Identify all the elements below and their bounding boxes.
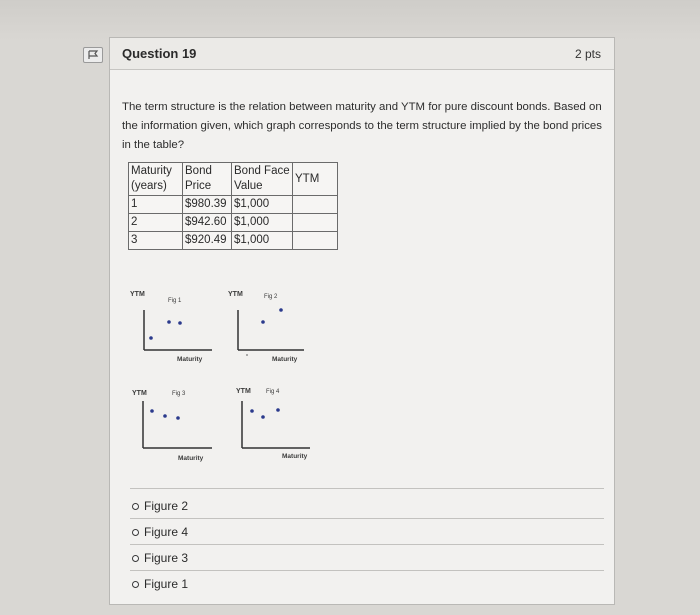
cell-ytm (293, 214, 338, 232)
flag-question-button[interactable] (83, 47, 103, 63)
fig1-point-3 (178, 321, 182, 325)
answer-option-4[interactable] (132, 577, 188, 591)
bond-table (128, 162, 338, 250)
question-points: 2 pts (574, 46, 601, 61)
figure-1-plot (130, 288, 230, 368)
radio-button[interactable] (132, 503, 139, 510)
fig3-point-3 (176, 416, 180, 420)
fig1-point-2 (167, 320, 171, 324)
answer-label: Figure 4 (144, 525, 189, 539)
fig2-xlabel: Maturity (272, 356, 298, 363)
divider (130, 544, 604, 545)
cell-price: $942.60 (183, 214, 232, 232)
question-title: Question 19 (122, 46, 197, 61)
cell-ytm (293, 196, 338, 214)
table-row (129, 214, 338, 232)
fig4-title: Fig 4 (266, 389, 280, 395)
fig3-ylabel: YTM (132, 390, 147, 397)
divider (130, 518, 604, 519)
fig1-ylabel: YTM (130, 291, 145, 298)
answer-label: Figure 3 (144, 551, 189, 565)
cell-face: $1,000 (232, 214, 293, 232)
figure-3-plot (130, 385, 230, 465)
cell-maturity: 2 (129, 214, 183, 232)
cell-face: $1,000 (232, 196, 293, 214)
fig1-xlabel: Maturity (177, 356, 203, 363)
fig1-title: Fig 1 (168, 298, 182, 304)
header-ytm: YTM (293, 163, 338, 196)
figure-2-plot (228, 288, 328, 368)
figure-3 (130, 385, 230, 465)
figure-1 (130, 288, 230, 368)
cell-ytm (293, 232, 338, 250)
answer-option-3[interactable] (132, 551, 188, 565)
fig3-xlabel: Maturity (178, 455, 204, 462)
radio-button[interactable] (132, 529, 139, 536)
photo-background (0, 0, 700, 40)
answer-option-2[interactable] (132, 525, 188, 539)
header-maturity: Maturity (years) (129, 163, 183, 196)
fig2-point-1 (246, 354, 248, 356)
fig4-ylabel: YTM (236, 388, 251, 395)
fig4-xlabel: Maturity (282, 453, 308, 460)
answer-label: Figure 1 (144, 577, 189, 591)
fig4-point-3 (276, 408, 280, 412)
fig4-point-1 (250, 409, 254, 413)
flag-icon (87, 50, 99, 60)
fig1-point-1 (149, 336, 153, 340)
fig2-ylabel: YTM (228, 291, 243, 298)
radio-button[interactable] (132, 581, 139, 588)
figure-4-plot (226, 385, 326, 465)
fig2-title: Fig 2 (264, 294, 278, 300)
fig3-title: Fig 3 (172, 391, 186, 397)
table-row (129, 196, 338, 214)
figure-4 (226, 385, 326, 465)
radio-button[interactable] (132, 555, 139, 562)
figure-2 (228, 288, 328, 368)
fig4-point-2 (261, 415, 265, 419)
header-bond-price: Bond Price (183, 163, 232, 196)
fig2-point-2 (261, 320, 265, 324)
fig3-point-2 (163, 414, 167, 418)
divider (130, 488, 604, 489)
header-face-value: Bond Face Value (232, 163, 293, 196)
cell-face: $1,000 (232, 232, 293, 250)
answer-option-1[interactable] (132, 499, 188, 513)
cell-price: $920.49 (183, 232, 232, 250)
answer-label: Figure 2 (144, 499, 189, 513)
question-header (110, 38, 614, 70)
table-row (129, 232, 338, 250)
question-card (109, 37, 615, 605)
cell-maturity: 1 (129, 196, 183, 214)
fig3-point-1 (150, 409, 154, 413)
divider (130, 570, 604, 571)
fig2-point-3 (279, 308, 283, 312)
cell-price: $980.39 (183, 196, 232, 214)
table-header-row (129, 163, 338, 196)
question-text: The term structure is the relation between maturity and YTM for pure discount bonds. Based on the information given, which graph corresponds to the term structure implied by the bond prices in the table? (122, 101, 602, 151)
cell-maturity: 3 (129, 232, 183, 250)
